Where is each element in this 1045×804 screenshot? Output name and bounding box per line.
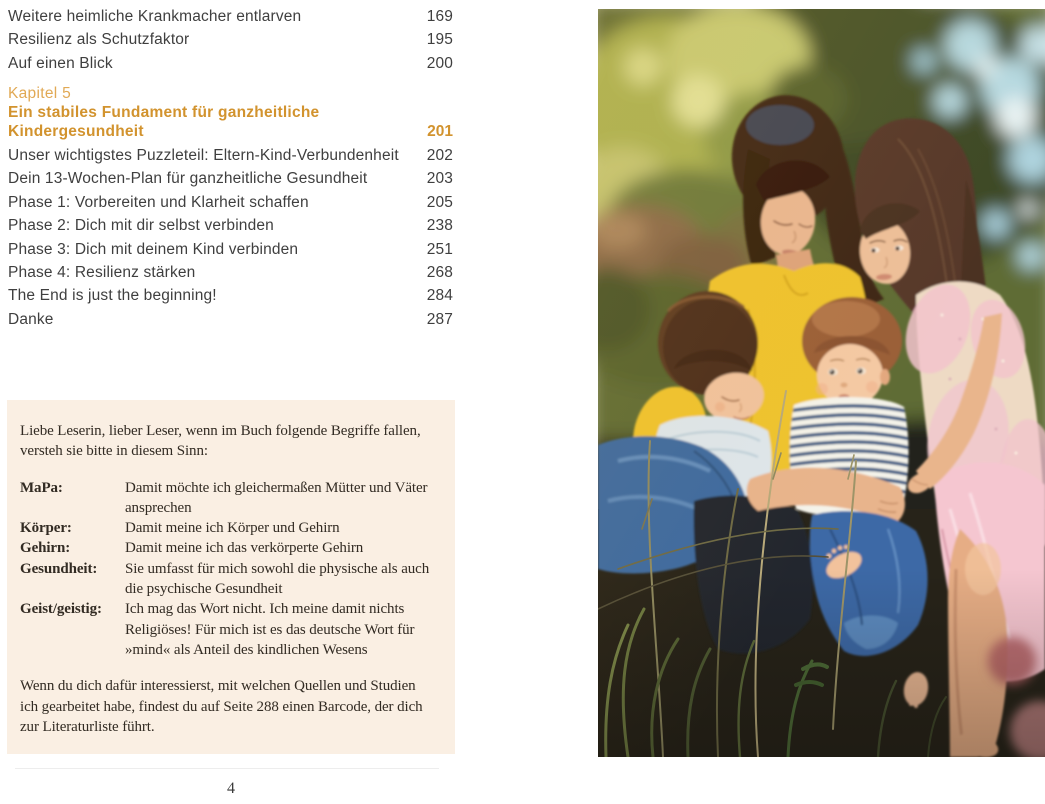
toc-page-number: 202	[426, 147, 453, 164]
chapter-title	[8, 103, 319, 141]
info-box-outro: Wenn du dich dafür interessierst, mit welchen Quellen und Studien ich gearbeitet habe, findest du auf Seite 288 einen Barcode, der dich zur Literaturliste führt.	[20, 678, 423, 735]
toc-page-number: 284	[426, 287, 453, 305]
toc-label: Danke	[8, 310, 54, 328]
toc-row	[8, 144, 453, 167]
toc-label: Phase 4: Resilienz stärken	[8, 263, 196, 281]
definition-text: Damit meine ich Körper und Gehirn	[125, 520, 340, 537]
toc-page-number: 169	[426, 8, 453, 25]
terminology-info-box	[7, 400, 455, 754]
page-divider-rule	[15, 768, 439, 769]
toc-chapter-block	[8, 84, 453, 141]
toc-row	[8, 214, 453, 237]
toc-label: Weitere heimliche Krankmacher entlarven	[8, 8, 302, 25]
chapter-page-number: 201	[427, 123, 453, 140]
toc-row	[8, 284, 453, 307]
toc-page-number: 200	[426, 54, 453, 72]
toc-row	[8, 191, 453, 214]
toc-label: Phase 3: Dich mit deinem Kind verbinden	[8, 240, 299, 258]
toc-row	[8, 28, 453, 51]
family-photo	[598, 9, 1045, 757]
toc-label: Dein 13-Wochen-Plan für ganzheitliche Gesundheit	[8, 170, 368, 188]
toc-list-top	[8, 5, 453, 75]
toc-page-number: 268	[426, 263, 453, 281]
info-box-intro: Liebe Leserin, lieber Leser, wenn im Buch folgende Begriffe fallen, versteh sie bitte in diesem Sinn:	[20, 423, 421, 460]
toc-row	[8, 308, 453, 331]
toc-row	[8, 261, 453, 284]
photo-vignette	[598, 569, 1045, 757]
family-photo-illustration	[598, 9, 1045, 757]
toc-label: Resilienz als Schutzfaktor	[8, 31, 190, 49]
definition-term: MaPa:	[20, 479, 63, 496]
toc-label: Auf einen Blick	[8, 54, 113, 72]
toc-page-number: 287	[426, 310, 453, 328]
page-number: 4	[227, 780, 235, 797]
toc-page-number: 195	[426, 31, 453, 49]
toc-label: Phase 1: Vorbereiten und Klarheit schaffen	[8, 193, 309, 211]
definition-term: Körper:	[20, 520, 72, 537]
toc-page-number: 205	[426, 193, 453, 211]
toc-label: Unser wichtigstes Puzzleteil: Eltern-Kind-Verbundenheit	[8, 147, 399, 164]
toc-row	[8, 52, 453, 75]
chapter-title-line2: Kindergesundheit	[8, 123, 144, 140]
toc-page-number: 238	[426, 217, 453, 235]
toc-page-number: 251	[426, 240, 453, 258]
toc-row	[8, 5, 453, 28]
definition-term: Geist/geistig:	[20, 601, 102, 618]
toc-label: The End is just the beginning!	[8, 287, 217, 305]
toc-row	[8, 167, 453, 190]
definition-term: Gehirn:	[20, 540, 71, 557]
definition-text: Damit möchte ich gleichermaßen Mütter und Väter ansprechen	[125, 479, 428, 516]
definition-text: Ich mag das Wort nicht. Ich meine damit nichts Religiöses! Für mich ist es das deutsche Wort für »mind« als Anteil des kindlichen Wesens	[125, 601, 415, 658]
toc-list-bottom	[8, 144, 453, 331]
definition-list	[20, 478, 437, 661]
definition-text: Sie umfasst für mich sowohl die physische als auch die psychische Gesundheit	[125, 560, 430, 598]
toc-label: Phase 2: Dich mit dir selbst verbinden	[8, 217, 274, 235]
toc-row	[8, 238, 453, 261]
chapter-kicker: Kapitel 5	[8, 85, 72, 102]
toc-page-number: 203	[426, 170, 453, 188]
chapter-title-line1: Ein stabiles Fundament für ganzheitliche	[8, 104, 320, 121]
definition-text: Damit meine ich das verkörperte Gehirn	[125, 540, 364, 557]
definition-term: Gesundheit:	[20, 560, 98, 577]
